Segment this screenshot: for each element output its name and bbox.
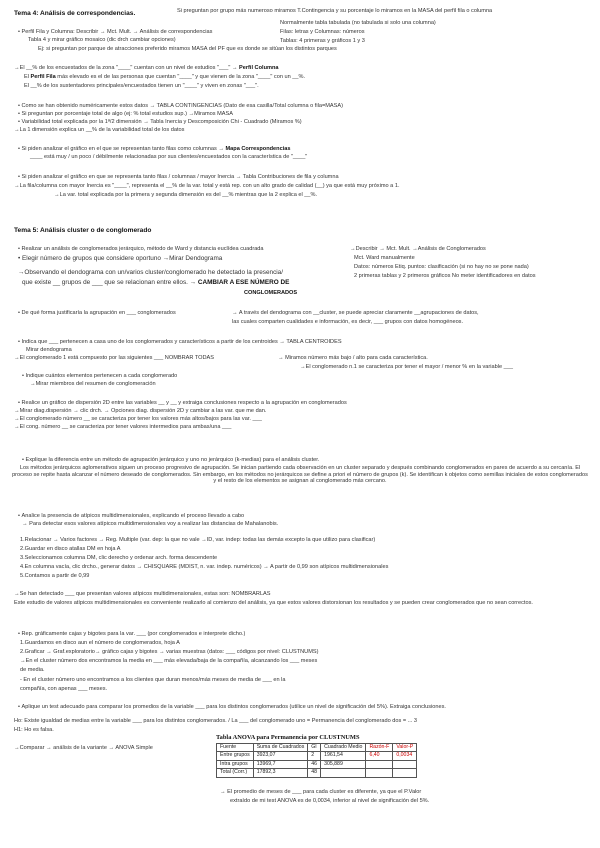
t5-line-9c: 2.Graficar → Graf.exploratorio→ gráfico cajas y bigotes → varias muestras (datos: ___ códigos por nivel: CLUSTNUMS) — [20, 649, 319, 655]
t4-line-2a: →El __% de los encuestados de la zona "____" cuentan con un nivel de estudios "___" → Perfil Columna — [14, 65, 279, 71]
t5-bullet-10a: • Aplique un test adecuado para comparar los promedios de la variable ___ para los distintos conglomerados (utilice un nivel de significación del 5%). Extraiga conclusiones. — [18, 704, 446, 710]
t5-step-2: 2.Guardar en disco atallas DM en hoja A — [20, 546, 121, 552]
table-cell: 305,889 — [321, 760, 366, 768]
t5-paragraph-8b: Este estudio de valores atípicos multidimensionales es conveniente realizarlo al comienzo del análisis, ya que estos valores distorsionan los resultados y se pueden crear conglomerados que no sean correctos. — [14, 600, 533, 606]
t4-line-2c: El __% de los sustentadores principales/encuestados tienen un "____" y viven en zonas "___". — [24, 83, 259, 89]
t5-bullet-5a: • Realice un gráfico de dispersión 2D entre las variables __ y __ y extraiga conclusiones respecto a la agrupación en conglomerados — [18, 400, 347, 406]
t5-line-2c: las cuales comparten cualidades e información, es decir, ___ grupos con datos homogéneos. — [232, 319, 464, 325]
t5-bullet-1a: • Realizar un análisis de conglomerados jerárquico, método de Ward y distancia euclídea cuadrada — [18, 246, 264, 252]
t5-bullet-1b: • Elegir número de grupos que considere oportuno →Mirar Dendograma — [18, 255, 223, 262]
t5-right-1c: Datos: números Etiq. puntos: clasificación (si no hay no se pone nada) — [354, 264, 529, 270]
table-cell — [366, 769, 393, 777]
anova-header: Razón-F — [366, 744, 393, 752]
t5-step-3: 3.Seleccionamos columna DM, clic derecho y ordenar arch. forma descendente — [20, 555, 218, 561]
table-cell: 0,0034 — [393, 752, 417, 760]
tema4-title: Tema 4: Análisis de correspondencias. — [14, 10, 136, 17]
t5-line-10b: Ho: Existe igualdad de medias entre la variable ___ para los distintos conglomerados. / La ___ del conglomerado uno = Permanencia del conglomerado dos = ... 3 — [14, 718, 417, 724]
t5-bullet-7a: • Analice la presencia de atípicos multidimensionales, explicando el proceso llevado a cabo — [18, 513, 245, 519]
t5-line-2b: → A través del dendograma con __cluster, se puede apreciar claramente __agrupaciones de datos, — [232, 310, 479, 316]
t5-line-5d: →El cong. número __ se caracteriza por tener valores intermedios para ambas/una ___ — [14, 424, 232, 430]
table-cell: 2 — [308, 752, 321, 760]
t4-note-2: Filas: letras y Columnas: números — [280, 29, 365, 35]
t4-line-5b: →La fila/columna con mayor Inercia es "____", representa el __% de la var. total y está rep. con un alto grado de calidad (__) ya que está muy próximo a 1. — [14, 183, 400, 189]
t5-right-1b: Mct. Ward manualmente — [354, 255, 415, 261]
table-cell: 6,40 — [366, 752, 393, 760]
t4-bullet-1b: Tabla 4 y mirar gráfico mosaico (dic drch cambiar opciones) — [28, 37, 176, 43]
t4-bullet-4a: • Si piden analizar el gráfico en el que se representan tanto filas como columnas → Mapa Correspondencias — [18, 146, 291, 152]
t5-right-1a: →Describir → Mct. Mult. →Análisis de Conglomerados — [350, 246, 486, 252]
table-cell: Entre grupos — [217, 752, 254, 760]
t5-right-3c: → Miramos número más bajo / alto para cada característica. — [278, 355, 428, 361]
table-row — [217, 752, 417, 760]
t5-right-1d: 2 primeras tablas y 2 primeros gráficos No meter identificadores en datos — [354, 273, 536, 279]
t5-bullet-2a: • De qué forma justificaría la agrupación en ___ conglomerados — [18, 310, 176, 316]
t5-line-1e: CONGLOMERADOS — [244, 290, 298, 296]
t5-step-5: 5.Contamos a partir de 0,99 — [20, 573, 90, 579]
t4-line-5c: →La var. total explicada por la primera y segunda dimensión es del __% mientras que la 2 explica el __%. — [54, 192, 318, 198]
t5-line-4b: →Mirar miembros del resumen de conglomeración — [30, 381, 156, 387]
table-cell: 13969,7 — [253, 760, 308, 768]
t4-line-4b: ____ está muy / un poco / débilmente relacionadas por sus clientes/encuestados con la característica de "____" — [30, 154, 308, 160]
t5-step-1: 1.Relacionar → Varios factores → Reg. Multiple (var. dep: la que no vale →ID, var. indep: todas las demás excepto la que utilizo para clasificar) — [20, 537, 376, 543]
t5-line-3c: →El conglomerado 1 está compuesto por las siguientes ___ NOMBRAR TODAS — [14, 355, 215, 361]
t4-note-1: Normalmente tabla tabulada (no tabulada si solo una columna) — [280, 20, 436, 26]
anova-table — [216, 743, 417, 778]
t5-right-3d: →El conglomerado n.1 se caracteriza por tener el mayor / menor % en la variable ___ — [300, 364, 513, 370]
t5-line-9g: compañía, con apenas ___ meses. — [20, 686, 108, 692]
table-cell: 46 — [308, 760, 321, 768]
anova-header: Cuadrado Medio — [321, 744, 366, 752]
table-cell — [393, 769, 417, 777]
t5-line-7b: → Para detectar esos valores atípicos multidimensionales voy a realizar las distancias de Mahalanobis. — [22, 521, 279, 527]
t5-line-9e: de media. — [20, 667, 45, 673]
t5-line-10d: →Comparar → análisis de la variante → ANOVA Simple — [14, 745, 153, 751]
tema5-title: Tema 5: Análisis cluster o de conglomerado — [14, 227, 152, 234]
t5-paragraph-6b: Los métodos jerárquicos aglomerativos siguen un proceso progresivo de agrupación. Se inician partiendo cada observación en un cluster separado y después combinando conglomerados en pares de acuerdo a su cercanía. El proceso se repite hasta alcanzar el número deseado de conglomerados. Sin embargo, en los métodos no jerárquicos se define a priori el número de grupos (k). Se identifican k objetos como semillas iniciales de estos conglomerados y el resto de los elementos se asignan al conglomerado más cercano. — [12, 465, 588, 485]
table-cell: 1961,54 — [321, 752, 366, 760]
anova-header: Valor-P — [393, 744, 417, 752]
t5-line-11a: → El promedio de meses de ___ para cada cluster es diferente, ya que el P.Valor — [220, 789, 422, 795]
t5-line-9d: →En el cluster número dos encontramos la media en ___ más elevada/baja de la compañía, alcanzando los ___ meses — [20, 658, 318, 664]
table-cell: Intra grupos — [217, 760, 254, 768]
t4-bullet-3b: • Si preguntan por porcentaje total de algo (ej: % total estudios sup.) →Miramos MASA — [18, 111, 233, 117]
anova-header-row — [217, 744, 417, 752]
t5-step-4: 4.En columna vacía, clic drcho., generar datos → CHISQUARE (MDIST, n. var. indep. numéricos) → A partir de 0,99 son atípicos multidimensionales — [20, 564, 389, 570]
t5-line-9f: - En el cluster número uno encontramos a los clientes que duran menos/más meses de media de ___ en la — [20, 677, 286, 683]
t4-bullet-3c: • Variabilidad total explicada por la 1ª/2 dimensión → Tabla Inercia y Descomposición Chi - Cuadrado (Miramos %) — [18, 119, 302, 125]
t4-top-note: Si preguntan por grupo más numeroso miramos T.Contingencia y su porcentaje lo miramos en la MASA del perfil fila o columna — [177, 8, 493, 14]
t4-bullet-5a: • Si piden analizar el gráfico en que se representa tanto filas / columnas / mayor Inercia → Tabla Contribuciones de fila y columna — [18, 174, 339, 180]
t5-line-10c: H1: Ho es falsa. — [14, 727, 54, 733]
table-cell — [366, 760, 393, 768]
t5-line-9b: 1.Guardamos en disco aun el número de conglomerados, hoja A — [20, 640, 180, 646]
t5-bullet-3a: • Indica que ___ pertenecen a casa uno de los conglomerados y característicos a partir de los centroides → TABLA CENTROIDES — [18, 339, 342, 345]
table-row — [217, 760, 417, 768]
t5-bullet-9a: • Rep. gráficamente cajas y bigotes para la var. ___ (por conglomerados e interprete dicho.) — [18, 631, 246, 637]
table-cell: 17892,3 — [253, 769, 308, 777]
table-cell: 3923,07 — [253, 752, 308, 760]
table-row — [217, 769, 417, 777]
anova-header: Gl — [308, 744, 321, 752]
t5-bullet-4a: • Indique cuántos elementos pertenecen a cada conglomerado — [22, 373, 178, 379]
t4-bullet-3a: • Como se han obtenido numéricamente estos datos → TABLA CONTINGENCIAS (Dato de esa casilla/Total columna o fila=MASA) — [18, 103, 343, 109]
t4-bullet-1: • Perfil Fila y Columna: Describir → Mct. Mult. → Análisis de correspondencias — [18, 29, 213, 35]
t4-line-2b: El Perfil Fila más elevado es el de las personas que cuentan "____" y que vienen de la zona "____" con un __%. — [24, 74, 306, 80]
anova-header: Suma de Cuadrados — [253, 744, 308, 752]
t5-line-1c: →Observando el dendograma con un/varios cluster/conglomerado he detectado la presencia/ — [18, 269, 284, 276]
table-cell: Total (Corr.) — [217, 769, 254, 777]
t5-line-1d: que existe __ grupos de ___ que se relacionan entre ellos. → CAMBIAR A ESE NÚMERO DE — [22, 279, 290, 286]
t5-line-3b: Mirar dendograma — [26, 347, 72, 353]
t5-line-8a: →Se han detectado ___ que presentan valores atípicos multidimensionales, estas son: NOMBRARLAS — [14, 591, 271, 597]
table-cell: 48 — [308, 769, 321, 777]
t5-line-5c: →El conglomerado número __ se caracteriza por tener los valores más altos/bajos para las var. ___ — [14, 416, 262, 422]
anova-header: Fuente — [217, 744, 254, 752]
t4-bullet-1c: Ej: si preguntan por parque de atracciones preferido miramos MASA del PF que es donde se sitúan los distintos parques — [38, 46, 337, 52]
t4-note-3: Tablas: 4 primeras y gráficos 1 y 3 — [280, 38, 365, 44]
anova-caption: Tabla ANOVA para Permanencia por CLUSTNUMS — [216, 734, 360, 741]
t5-line-11b: extraído de mi test ANOVA es de 0,0034, inferior al nivel de significación del 5%. — [230, 798, 430, 804]
t5-line-5b: →Mirar diag.dispersión → clic drch. → Opciones diag. dispersión 2D y cambiar a las var. que me dan. — [14, 408, 267, 414]
table-cell — [321, 769, 366, 777]
table-cell — [393, 760, 417, 768]
t4-line-3d: →La 1 dimensión explica un __% de la variabilidad total de los datos — [14, 127, 185, 133]
t5-bullet-6a: • Explique la diferencia entre un método de agrupación jerárquico y uno no jerárquico (k-medias) para el análisis cluster. — [22, 457, 320, 463]
